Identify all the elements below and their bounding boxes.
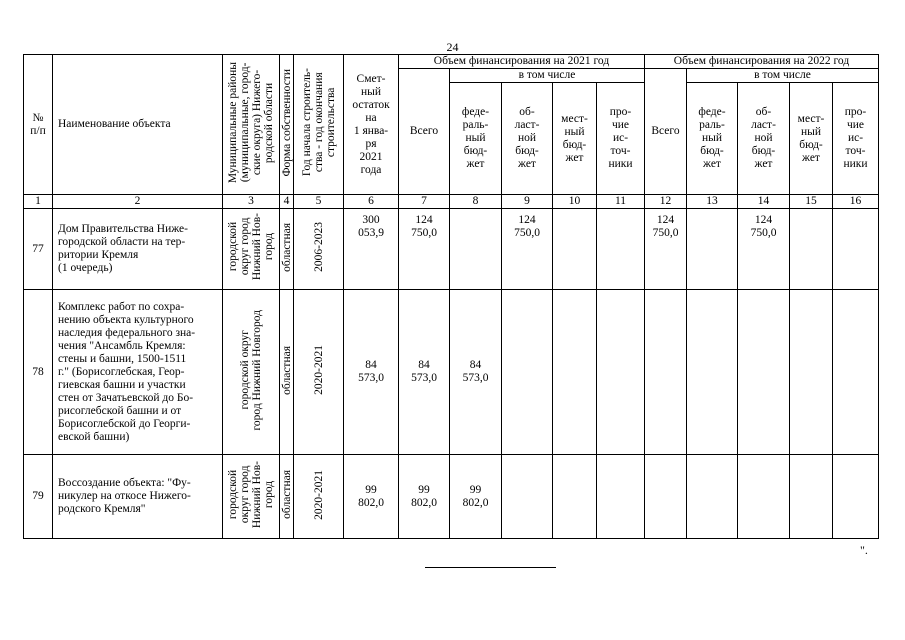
row-local-2021 <box>553 209 597 290</box>
header-local-2022: мест- ный бюд- жет <box>790 83 833 195</box>
row-ownership: областная <box>280 455 294 539</box>
row-local-2022 <box>790 209 833 290</box>
row-regional-2021 <box>502 290 553 455</box>
object-name: Воссоздание объекта: "Фу- никулер на откосе Нижего- родского Кремля" <box>53 455 223 539</box>
row-other-2021 <box>597 455 645 539</box>
header-remaining: Смет- ный остаток на 1 янва- ря 2021 года <box>344 55 399 195</box>
row-remaining: 84 573,0 <box>344 290 399 455</box>
column-number-row <box>24 195 879 209</box>
col-number: 3 <box>223 195 280 209</box>
row-other-2022 <box>833 455 879 539</box>
header-years: Год начала строитель- ства - год окончания строительства <box>294 55 344 195</box>
row-remaining: 300 053,9 <box>344 209 399 290</box>
row-num: 77 <box>24 209 53 290</box>
row-federal-2021: 84 573,0 <box>450 290 502 455</box>
col-number: 11 <box>597 195 645 209</box>
row-local-2021 <box>553 290 597 455</box>
row-total-2022 <box>645 455 687 539</box>
row-total-2022 <box>645 290 687 455</box>
row-regional-2021: 124 750,0 <box>502 209 553 290</box>
row-federal-2022 <box>687 209 738 290</box>
header-total-2022: Всего <box>645 69 687 195</box>
header-regional-2021: об- ласт- ной бюд- жет <box>502 83 553 195</box>
row-years: 2006-2023 <box>294 209 344 290</box>
closing-quote: ". <box>860 543 868 557</box>
row-regional-2022: 124 750,0 <box>738 209 790 290</box>
row-local-2021 <box>553 455 597 539</box>
row-years: 2020-2021 <box>294 455 344 539</box>
row-federal-2022 <box>687 290 738 455</box>
header-federal-2022: феде- раль- ный бюд- жет <box>687 83 738 195</box>
col-number: 1 <box>24 195 53 209</box>
object-name: Дом Правительства Ниже- городской области на тер- ритории Кремля (1 очередь) <box>53 209 223 290</box>
col-number: 2 <box>53 195 223 209</box>
row-other-2022 <box>833 290 879 455</box>
row-num: 78 <box>24 290 53 455</box>
row-federal-2021 <box>450 209 502 290</box>
footer-divider <box>425 567 556 568</box>
row-total-2021: 99 802,0 <box>399 455 450 539</box>
row-other-2022 <box>833 209 879 290</box>
col-number: 13 <box>687 195 738 209</box>
header-fin-2021: Объем финансирования на 2021 год <box>399 55 645 69</box>
row-local-2022 <box>790 455 833 539</box>
header-other-2021: про- чие ис- точ- ники <box>597 83 645 195</box>
header-ownership: Форма собственности <box>280 55 294 195</box>
header-federal-2021: феде- раль- ный бюд- жет <box>450 83 502 195</box>
header-fin-2022: Объем финансирования на 2022 год <box>645 55 879 69</box>
object-name: Комплекс работ по сохра- нению объекта культурного наследия федерального зна- чения "Ансамбль Кремля: стены и башни, 1500-1511 г." (Борисоглебская, Геор- гиевская башни и участки стен от Зачатьевской до Бо- рисоглебской башни и от Борисоглебской до Георги- евской башни) <box>53 290 223 455</box>
col-number: 15 <box>790 195 833 209</box>
row-regional-2022 <box>738 455 790 539</box>
col-number: 5 <box>294 195 344 209</box>
col-number: 8 <box>450 195 502 209</box>
col-number: 16 <box>833 195 879 209</box>
col-number: 6 <box>344 195 399 209</box>
row-district: городской округ город Нижний Новгород <box>223 290 280 455</box>
row-ownership: областная <box>280 209 294 290</box>
table-row <box>24 455 879 539</box>
header-district: Муниципальные районы (муниципальные, город- ские округа) Нижего- родской области <box>223 55 280 195</box>
header-other-2022: про- чие ис- точ- ники <box>833 83 879 195</box>
col-number: 4 <box>280 195 294 209</box>
col-number: 7 <box>399 195 450 209</box>
header-total-2021: Всего <box>399 69 450 195</box>
header-num: № п/п <box>24 55 53 195</box>
col-number: 12 <box>645 195 687 209</box>
row-other-2021 <box>597 290 645 455</box>
row-total-2021: 124 750,0 <box>399 209 450 290</box>
row-district: городской округ город Нижний Нов- город <box>223 209 280 290</box>
row-federal-2021: 99 802,0 <box>450 455 502 539</box>
table-row <box>24 290 879 455</box>
row-ownership: областная <box>280 290 294 455</box>
row-num: 79 <box>24 455 53 539</box>
header-name: Наименование объекта <box>53 55 223 195</box>
row-total-2021: 84 573,0 <box>399 290 450 455</box>
row-other-2021 <box>597 209 645 290</box>
col-number: 10 <box>553 195 597 209</box>
table-row <box>24 209 879 290</box>
page-number: 24 <box>446 40 459 54</box>
row-remaining: 99 802,0 <box>344 455 399 539</box>
col-number: 14 <box>738 195 790 209</box>
header-regional-2022: об- ласт- ной бюд- жет <box>738 83 790 195</box>
row-regional-2021 <box>502 455 553 539</box>
row-total-2022: 124 750,0 <box>645 209 687 290</box>
header-incl-2022: в том числе <box>687 69 879 83</box>
financing-table <box>23 54 879 539</box>
col-number: 9 <box>502 195 553 209</box>
row-local-2022 <box>790 290 833 455</box>
header-incl-2021: в том числе <box>450 69 645 83</box>
row-years: 2020-2021 <box>294 290 344 455</box>
row-federal-2022 <box>687 455 738 539</box>
row-district: городской округ город Нижний Нов- город <box>223 455 280 539</box>
header-local-2021: мест- ный бюд- жет <box>553 83 597 195</box>
row-regional-2022 <box>738 290 790 455</box>
